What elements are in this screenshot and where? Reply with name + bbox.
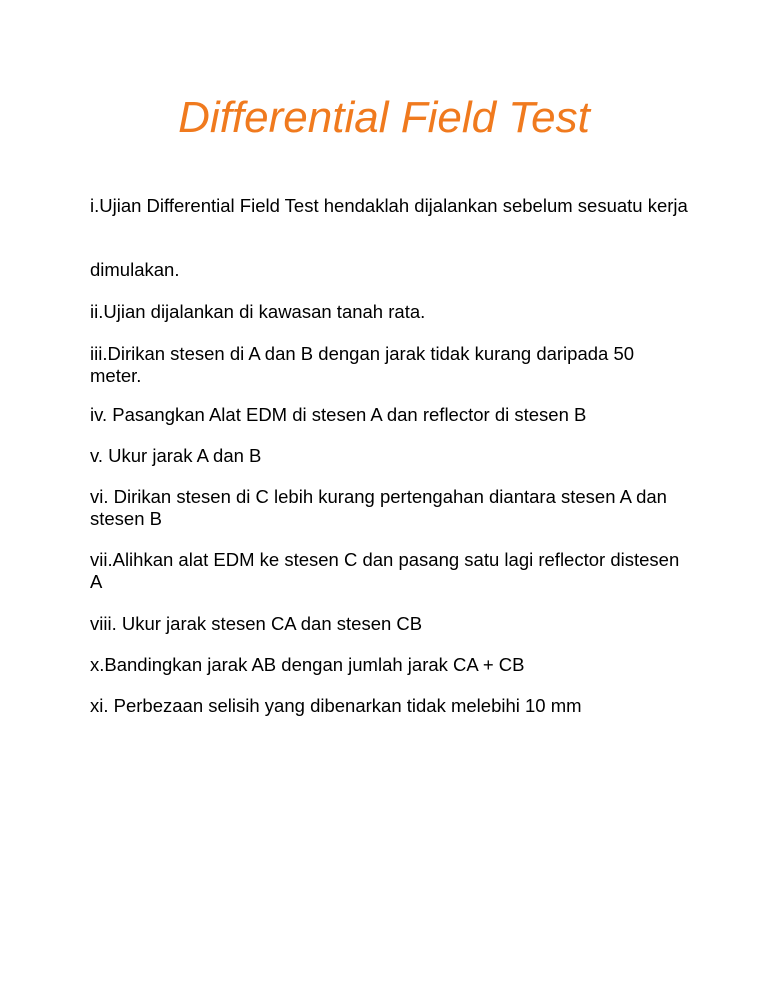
paragraph-vii: vii.Alihkan alat EDM ke stesen C dan pasang satu lagi reflector distesen A: [90, 549, 680, 592]
page-title: Differential Field Test: [178, 93, 590, 142]
paragraph-iv: iv. Pasangkan Alat EDM di stesen A dan reflector di stesen B: [90, 404, 587, 425]
paragraph-i-continued: dimulakan.: [90, 259, 180, 280]
paragraph-i: i.Ujian Differential Field Test hendaklah dijalankan sebelum sesuatu kerja: [90, 195, 688, 216]
paragraph-iii: iii.Dirikan stesen di A dan B dengan jarak tidak kurang daripada 50 meter.: [90, 343, 635, 386]
paragraph-ii: ii.Ujian dijalankan di kawasan tanah rata.: [90, 301, 426, 322]
paragraph-viii: viii. Ukur jarak stesen CA dan stesen CB: [90, 613, 423, 634]
paragraph-v: v. Ukur jarak A dan B: [90, 445, 262, 466]
paragraph-vi: vi. Dirikan stesen di C lebih kurang pertengahan diantara stesen A dan stesen B: [90, 486, 667, 529]
paragraph-x: x.Bandingkan jarak AB dengan jumlah jarak CA + CB: [90, 654, 525, 675]
paragraph-xi: xi. Perbezaan selisih yang dibenarkan tidak melebihi 10 mm: [90, 695, 582, 716]
